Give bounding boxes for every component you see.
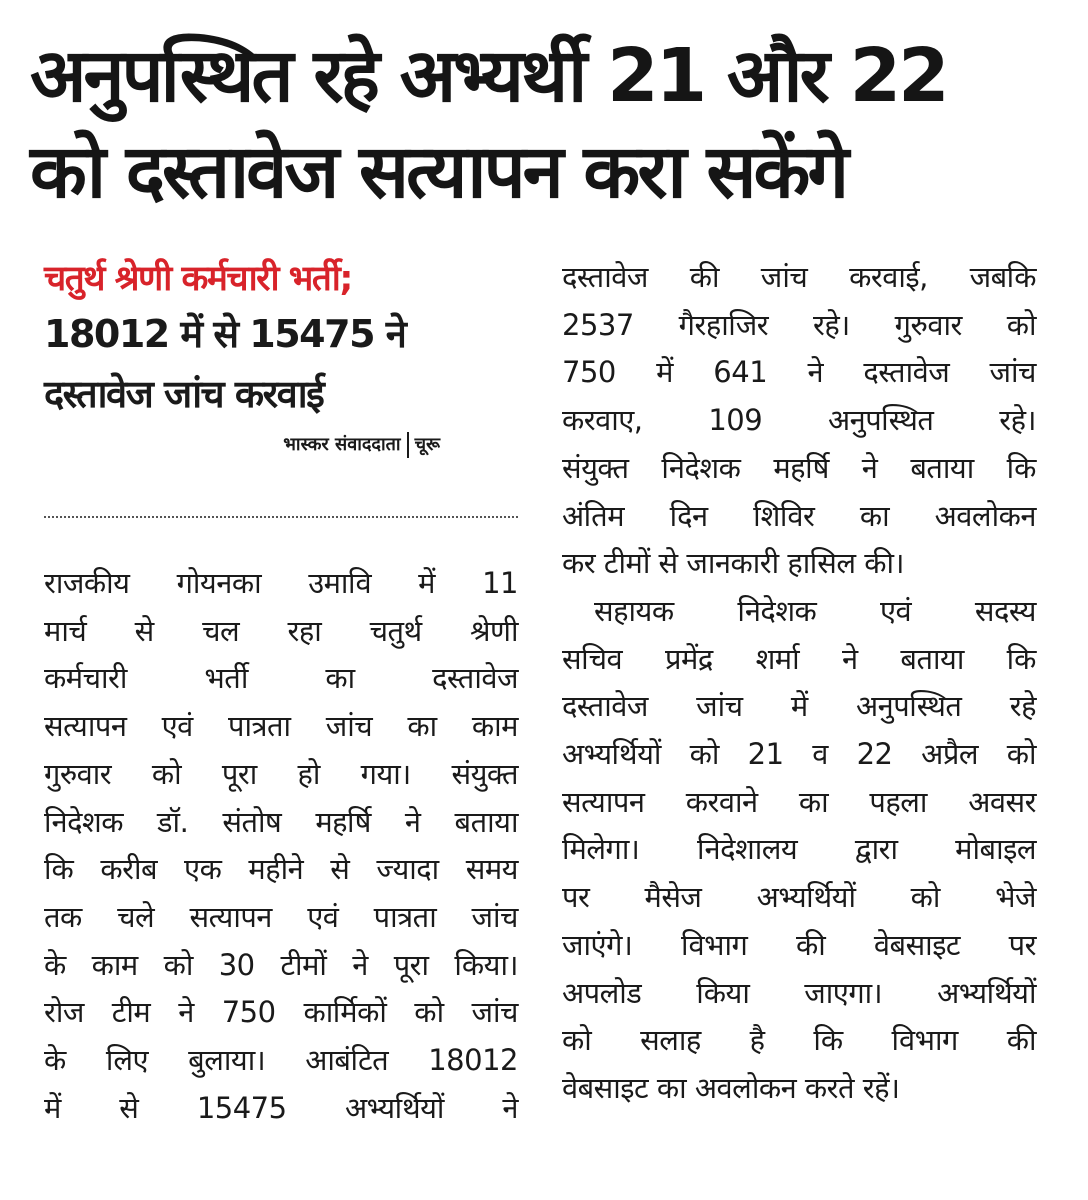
text-word: जांच	[325, 709, 373, 744]
text-word: गुरुवार	[44, 756, 112, 791]
text-word: उमावि	[308, 566, 372, 600]
text-line	[44, 846, 518, 894]
text-line	[44, 942, 518, 990]
text-line	[562, 636, 1036, 684]
text-word: सहायक	[594, 593, 674, 628]
text-word: से	[119, 1090, 139, 1125]
text-word: एक	[184, 852, 222, 887]
text-line	[562, 588, 1036, 636]
text-word: प्रमेंद्र	[664, 641, 713, 676]
text-word: ने	[807, 355, 824, 390]
text-word: जाएंगे।	[562, 927, 633, 962]
text-word: संतोष	[222, 804, 282, 839]
byline-location: चूरू	[414, 434, 440, 455]
text-word: रोज	[44, 995, 84, 1030]
headline	[30, 28, 1060, 220]
text-word: टीम	[111, 995, 151, 1030]
text-word: में	[656, 355, 673, 390]
text-word: चल	[202, 613, 240, 648]
text-line	[44, 703, 518, 751]
text-word: का	[798, 784, 829, 819]
text-word: 2537	[562, 307, 634, 342]
text-word: के	[44, 947, 66, 982]
text-word: ने	[502, 1090, 518, 1125]
text-word: रहा	[287, 613, 322, 648]
text-word: को	[414, 995, 444, 1030]
text-word: ने	[861, 450, 878, 485]
text-word: 109	[708, 403, 763, 438]
text-word: दस्तावेज	[562, 689, 648, 724]
text-word: सदस्य	[974, 593, 1036, 628]
text-word: मोबाइल	[955, 832, 1036, 867]
text-word: अप्रैल	[921, 737, 978, 772]
text-line	[44, 1037, 518, 1085]
text-word: बताया	[900, 641, 964, 676]
text-word: को	[151, 756, 182, 791]
text-word: ने	[841, 641, 858, 676]
text-word: 750	[562, 355, 616, 390]
text-word: को	[1006, 737, 1036, 772]
text-word: ने	[178, 995, 194, 1030]
text-word: पूरा	[393, 947, 429, 982]
text-line	[44, 751, 518, 799]
text-word: 21	[747, 737, 784, 772]
text-line	[44, 894, 518, 942]
text-word: दस्तावेज	[562, 260, 648, 294]
text-word: का	[407, 709, 437, 744]
text-word: है	[749, 1023, 765, 1058]
text-word: कि	[44, 852, 74, 887]
text-word: जांच	[471, 995, 518, 1030]
headline-line-1: अनुपस्थित रहे अभ्यर्थी 21 और 22	[30, 33, 947, 119]
text-word: सचिव	[562, 641, 623, 676]
text-word: किया।	[454, 947, 518, 982]
text-line	[44, 1085, 518, 1133]
left-column-body	[44, 560, 518, 1132]
text-line	[562, 445, 1036, 493]
text-word: अवसर	[968, 784, 1036, 819]
text-word: राजकीय	[44, 566, 130, 600]
text-word: अभ्यर्थियों	[562, 737, 661, 772]
text-word: कार्मिकों	[303, 995, 387, 1030]
text-word: किया	[696, 975, 750, 1010]
text-word: डॉ.	[157, 804, 189, 839]
byline	[44, 430, 522, 460]
text-word: आबंटित	[305, 1043, 389, 1078]
text-word: वेबसाइट का अवलोकन करते रहें।	[562, 1070, 900, 1105]
text-word: काम	[471, 709, 518, 744]
text-word: करवाए,	[562, 403, 643, 438]
text-word: समय	[465, 852, 518, 887]
text-word: रहे।	[999, 403, 1036, 438]
text-word: अभ्यर्थियों	[345, 1090, 444, 1125]
text-line	[562, 493, 1036, 541]
text-word: मार्च	[44, 613, 87, 648]
text-word: रहे।	[813, 307, 850, 342]
text-word: 750	[221, 995, 276, 1030]
text-word: जांच	[989, 355, 1036, 390]
subhead-line-1: 18012 में से 15475 ने	[44, 312, 406, 356]
text-word: शिविर	[753, 498, 815, 533]
text-word: भर्ती	[204, 661, 248, 696]
text-word: 15475	[196, 1090, 287, 1125]
text-line	[562, 731, 1036, 779]
text-word: पूरा	[221, 756, 257, 791]
right-column-body	[562, 254, 1036, 1113]
byline-separator	[407, 432, 409, 458]
text-word: को	[562, 1023, 592, 1058]
text-word: अनुपस्थित	[827, 403, 934, 438]
text-word: को	[1006, 307, 1036, 342]
text-word: बुलाया।	[188, 1043, 266, 1078]
text-word: को	[910, 880, 940, 915]
text-word: एवं	[161, 709, 193, 744]
text-word: अभ्यर्थियों	[937, 975, 1036, 1010]
text-line	[562, 826, 1036, 874]
text-word: संयुक्त	[451, 756, 518, 791]
text-word: टीमों	[280, 947, 327, 982]
text-word: जाएगा।	[804, 975, 883, 1010]
text-word: सत्यापन	[562, 784, 645, 819]
text-word: दस्तावेज	[432, 661, 518, 696]
text-word: मैसेज	[644, 880, 702, 915]
text-word: भेजे	[995, 880, 1036, 915]
text-line	[562, 1065, 1036, 1113]
text-word: पर	[562, 880, 590, 915]
text-word: ज्यादा	[376, 852, 439, 887]
text-word: लिए	[105, 1043, 149, 1078]
headline-line-2: को दस्तावेज सत्यापन करा सकेंगे	[30, 129, 846, 215]
text-word: जांच	[696, 689, 743, 724]
text-word: का	[325, 661, 355, 696]
text-word: अवलोकन	[934, 498, 1036, 533]
text-line	[44, 989, 518, 1037]
text-word: गोयनका	[176, 566, 262, 600]
text-line	[562, 779, 1036, 827]
text-word: अभ्यर्थियों	[756, 880, 856, 915]
text-word: महीने	[248, 852, 304, 887]
text-word: महर्षि	[315, 804, 371, 839]
text-line	[44, 560, 518, 608]
text-line	[562, 922, 1036, 970]
text-word: द्वारा	[854, 832, 898, 867]
text-line	[44, 799, 518, 847]
text-line	[44, 655, 518, 703]
text-word: कर्मचारी	[44, 661, 127, 696]
text-word: में	[790, 689, 808, 724]
text-word: सलाह	[640, 1023, 701, 1058]
text-word: के	[44, 1043, 66, 1078]
text-word: तक	[44, 899, 82, 934]
text-word: पात्रता	[227, 709, 291, 744]
text-word: दस्तावेज	[863, 355, 950, 390]
text-word: 22	[856, 737, 893, 772]
left-column-header	[44, 254, 522, 460]
text-word: श्रेणी	[469, 613, 518, 648]
text-line	[562, 540, 1036, 588]
text-word: एवं	[307, 899, 339, 934]
text-word: व	[812, 737, 828, 772]
text-line	[562, 1017, 1036, 1065]
text-word: विभाग	[681, 927, 748, 962]
text-word: पर	[1008, 927, 1036, 962]
text-word: विभाग	[891, 1023, 958, 1058]
text-line	[562, 874, 1036, 922]
text-word: महर्षि	[773, 450, 829, 485]
text-word: करवाई,	[849, 260, 928, 294]
text-word: गुरुवार	[894, 307, 962, 342]
text-word: वेबसाइट	[873, 927, 961, 962]
text-word: मिलेगा।	[562, 832, 640, 867]
text-word: निदेशक	[737, 593, 817, 628]
text-word: रहे	[1009, 689, 1036, 724]
text-word: सत्यापन	[189, 899, 272, 934]
text-line	[562, 683, 1036, 731]
text-word: शर्मा	[755, 641, 800, 676]
text-word: 18012	[428, 1043, 518, 1078]
text-word: ने	[352, 947, 368, 982]
text-word: अनुपस्थित	[855, 689, 962, 724]
text-word: करवाने	[685, 784, 758, 819]
text-word: जांच	[760, 260, 808, 294]
text-word: जांच	[471, 899, 518, 934]
dotted-divider	[44, 516, 518, 518]
text-word: से	[134, 613, 154, 648]
text-word: की	[689, 260, 719, 294]
text-word: निदेशालय	[697, 832, 798, 867]
text-word: की	[1006, 1023, 1036, 1058]
text-word: निदेशक	[661, 450, 741, 485]
text-word: बताया	[910, 450, 974, 485]
subhead-line-2: दस्तावेज जांच करवाई	[44, 372, 324, 416]
byline-reporter: भास्कर संवाददाता	[283, 434, 401, 455]
text-word: की	[795, 927, 826, 962]
text-word: 11	[482, 566, 518, 600]
text-word: जबकि	[969, 260, 1036, 294]
text-line	[562, 349, 1036, 397]
text-word: दिन	[669, 498, 708, 533]
text-word: निदेशक	[44, 804, 123, 839]
text-word: करीब	[100, 852, 158, 887]
text-word: को	[689, 737, 719, 772]
text-word: सत्यापन	[44, 709, 127, 744]
text-line	[562, 970, 1036, 1018]
text-word: ने	[404, 804, 421, 839]
text-word: काम	[91, 947, 138, 982]
text-word: 641	[713, 355, 768, 390]
text-word: में	[418, 566, 436, 600]
text-word: गया।	[360, 756, 411, 791]
text-word: को	[163, 947, 193, 982]
text-line	[562, 397, 1036, 445]
text-word: कि	[1006, 450, 1036, 485]
text-word: 30	[218, 947, 255, 982]
text-word: का	[859, 498, 890, 533]
text-word: हो	[297, 756, 320, 791]
text-line	[44, 608, 518, 656]
text-line	[562, 302, 1036, 350]
text-word: एवं	[880, 593, 912, 628]
text-word: चतुर्थ	[369, 613, 422, 648]
text-word: बताया	[454, 804, 518, 839]
text-word: से	[330, 852, 350, 887]
text-word: संयुक्त	[562, 450, 629, 485]
text-word: कि	[813, 1023, 843, 1058]
text-word: गैरहाजिर	[678, 307, 769, 342]
text-line	[562, 254, 1036, 302]
text-word: पहला	[869, 784, 927, 819]
text-word: में	[44, 1090, 61, 1125]
text-word: अपलोड	[562, 975, 642, 1010]
text-word: अंतिम	[562, 498, 625, 533]
text-word: पात्रता	[373, 899, 437, 934]
text-word: कि	[1006, 641, 1036, 676]
kicker: चतुर्थ श्रेणी कर्मचारी भर्ती;	[44, 259, 352, 299]
text-word: कर टीमों से जानकारी हासिल की।	[562, 546, 905, 581]
text-word: चले	[117, 899, 155, 934]
